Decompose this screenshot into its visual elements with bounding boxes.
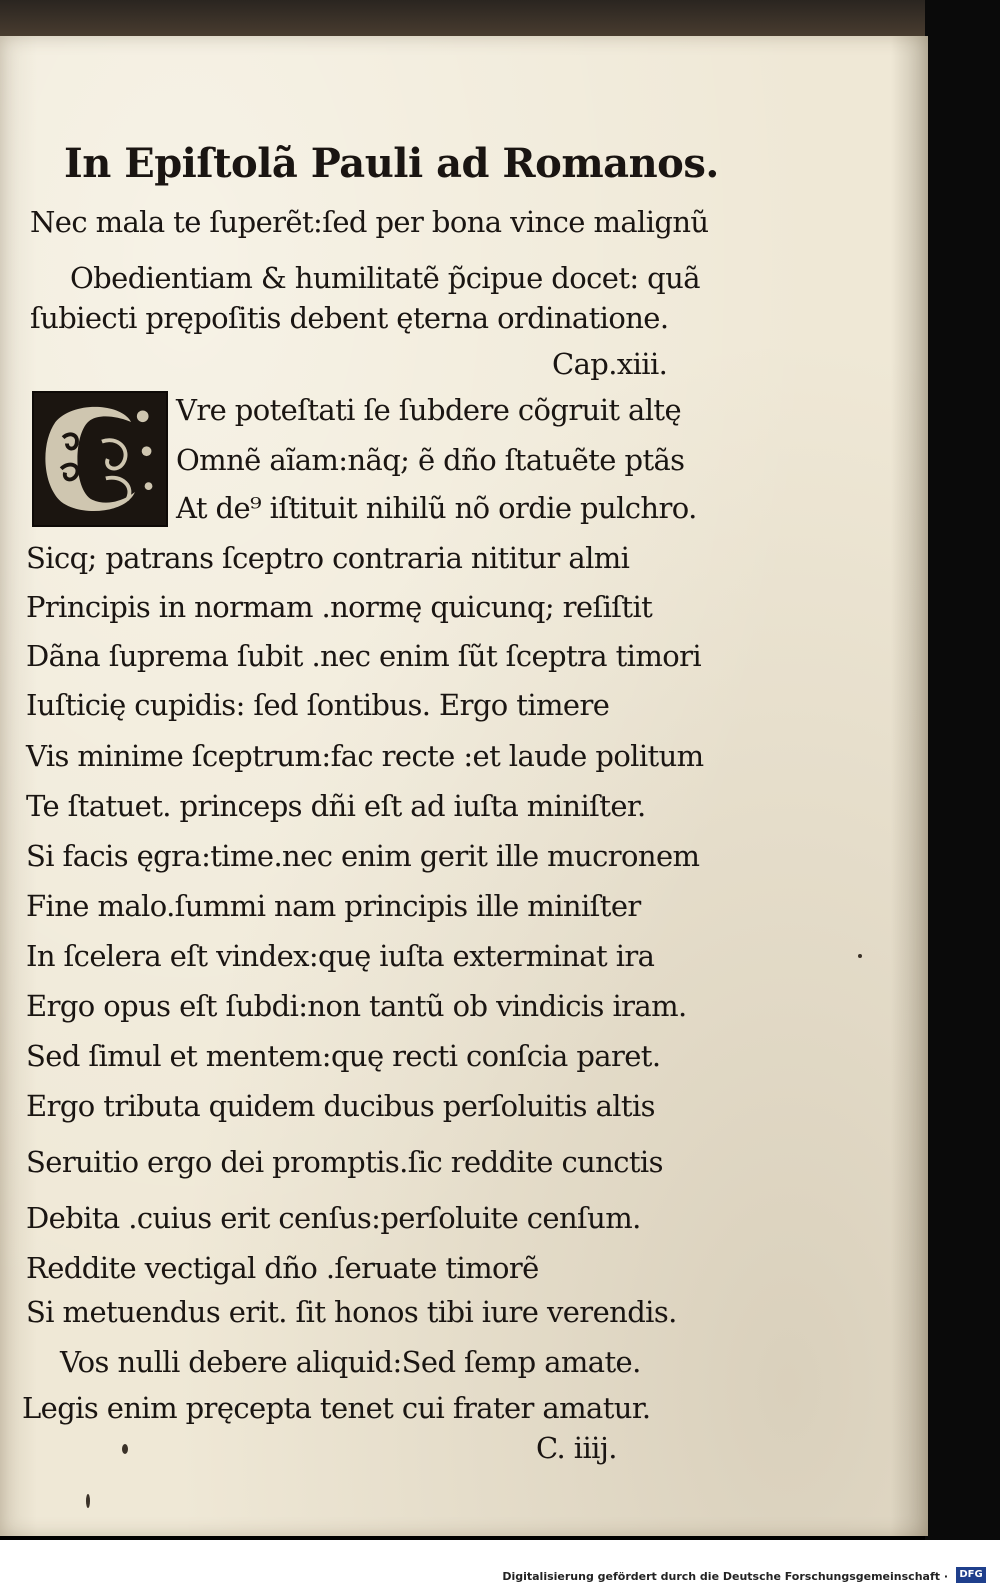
text-line: Sicq; patrans ſceptro contraria nititur almi xyxy=(26,541,630,575)
chapter-heading: Cap.xiii. xyxy=(552,347,668,381)
text-line: Omnẽ aĩam:nãq; ẽ dño ſtatuẽte ptãs xyxy=(176,443,685,477)
text-line: Ergo opus eſt ſubdi:non tantũ ob vindicis iram. xyxy=(26,989,687,1023)
digitization-footer xyxy=(0,1540,1000,1592)
text-line: Nec mala te ſuperẽt:ſed per bona vince malignũ xyxy=(30,205,709,239)
text-line: At de⁹ iſtituit nihilũ nõ ordie pulchro. xyxy=(176,491,697,525)
ink-speck xyxy=(86,1494,90,1508)
text-line: Sed ſimul et mentem:quę recti conſcia paret. xyxy=(26,1039,661,1073)
scan-right-edge xyxy=(925,0,1000,1540)
text-line: Vos nulli debere aliquid:Sed ſemp amate. xyxy=(60,1345,641,1379)
text-line: Legis enim pręcepta tenet cui frater amatur. xyxy=(22,1391,651,1425)
text-line: Ergo tributa quidem ducibus perſoluitis altis xyxy=(26,1089,655,1123)
ink-speck xyxy=(858,954,862,958)
decorated-initial-c xyxy=(32,391,168,527)
text-line: ſubiecti prępoſitis debent ęterna ordinatione. xyxy=(30,301,669,335)
text-line: Si metuendus erit. ſit honos tibi iure verendis. xyxy=(26,1295,677,1329)
text-line: Fine malo.ſummi nam principis ille miniſter xyxy=(26,889,641,923)
text-line: Debita .cuius erit cenſus:perſoluite cenſum. xyxy=(26,1201,641,1235)
text-line: Si facis ęgra:time.nec enim gerit ille mucronem xyxy=(26,839,700,873)
ink-speck xyxy=(122,1444,128,1454)
text-line: Reddite vectigal dño .ſeruate timorẽ xyxy=(26,1251,539,1285)
text-line: Te ſtatuet. princeps dñi eſt ad iuſta miniſter. xyxy=(26,789,646,823)
text-line: Dãna ſuprema ſubit .nec enim ſũt ſceptra timori xyxy=(26,639,702,673)
text-line: Seruitio ergo dei promptis.ſic reddite cunctis xyxy=(26,1145,663,1179)
text-line: In ſcelera eſt vindex:quę iuſta exterminat ira xyxy=(26,939,655,973)
text-line: Obedientiam & humilitatẽ p̃cipue docet: quã xyxy=(70,261,700,295)
signature-mark: C. iiij. xyxy=(536,1431,617,1465)
page-title: In Epiſtolã Pauli ad Romanos. xyxy=(64,140,719,187)
scan-top-edge xyxy=(0,0,1000,38)
funding-credit: Digitalisierung gefördert durch die Deutsche Forschungsgemeinschaft · xyxy=(502,1570,948,1583)
text-line: Iuſticię cupidis: ſed ſontibus. Ergo timere xyxy=(26,688,610,722)
book-page xyxy=(0,36,928,1536)
text-line: Principis in normam .normę quicunq; reſiſtit xyxy=(26,590,653,624)
text-line: Vis minime ſceptrum:fac recte :et laude politum xyxy=(26,739,704,773)
dfg-logo: DFG xyxy=(956,1567,986,1583)
text-line: Vre poteſtati ſe ſubdere cõgruit altę xyxy=(176,393,682,427)
